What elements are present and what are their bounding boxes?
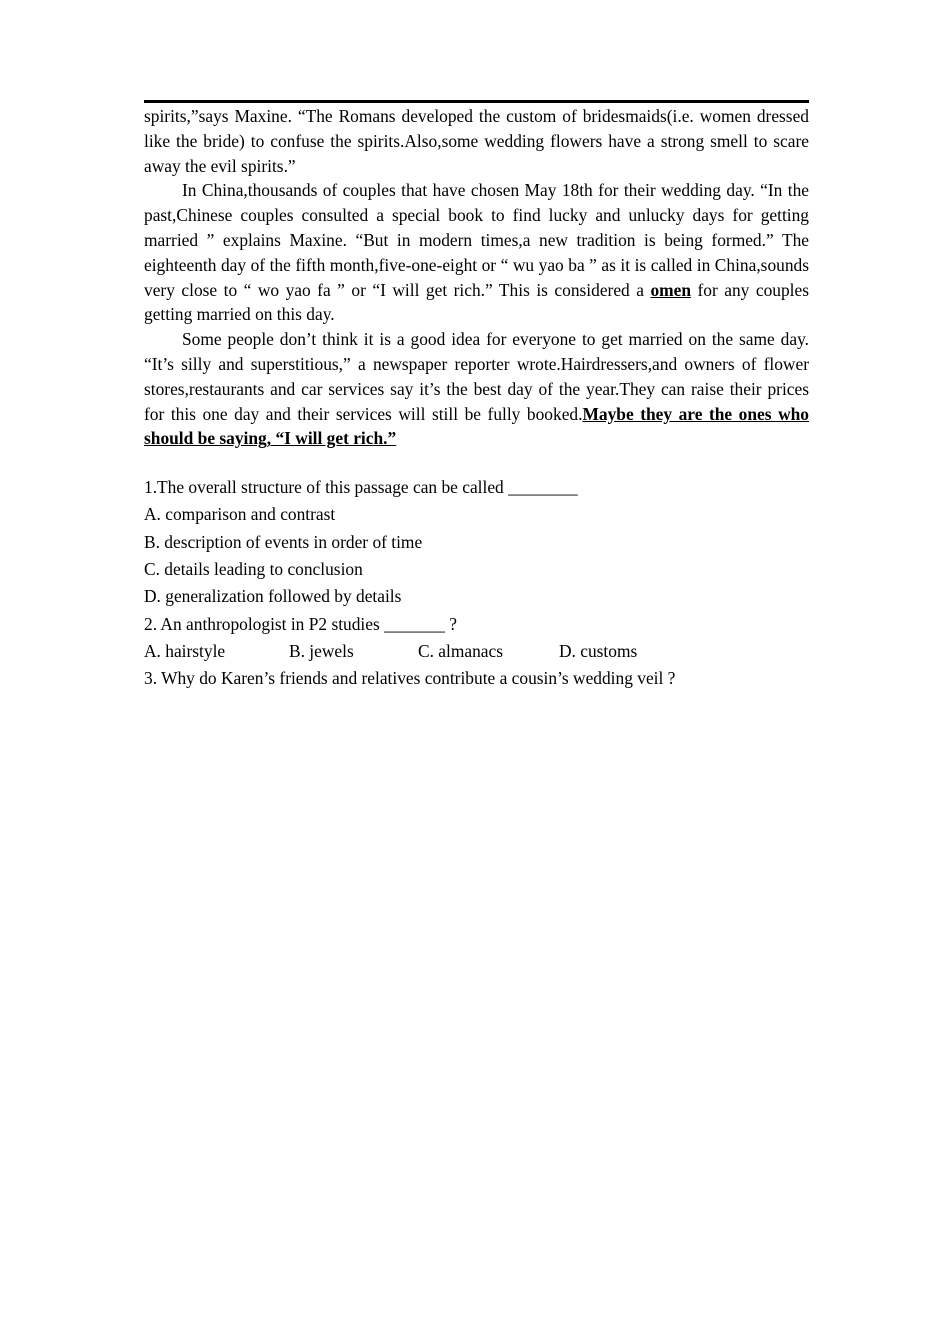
question-2-option-b: B. jewels — [289, 640, 354, 661]
paragraph-2-text-after: for any couples getting married on this day. — [144, 279, 809, 325]
question-1-stem: 1.The overall structure of this passage can be called ________ — [144, 477, 578, 498]
question-3-stem: 3. Why do Karen’s friends and relatives contribute a cousin’s wedding veil ? — [144, 668, 676, 689]
question-1-option-a: A. comparison and contrast — [144, 504, 336, 525]
paragraph-2-text-before: In China,thousands of couples that have chosen May 18th for their wedding day. “In the past,Chinese couples consulted a special book to find lucky and unlucky days for getting married ” explains Maxine. “But in modern times,a new tradition is being formed.” The eighteenth day of the fifth month,five-one-eight or “ wu yao ba ” as it is called in China,sounds very close to “ wo yao fa ” or “I will get rich.” This is considered a — [144, 180, 809, 300]
paragraph-1 — [144, 104, 809, 178]
question-2-option-d: D. customs — [559, 640, 638, 661]
paragraph-3 — [144, 327, 809, 451]
keyword-omen: omen — [650, 279, 692, 300]
questions-section — [144, 474, 809, 692]
document-page — [144, 100, 809, 693]
paragraph-3-text: Some people don’t think it is a good idea for everyone to get married on the same day. “It’s silly and superstitious,” a newspaper reporter wrote.Hairdressers,and owners of flower stores,restaurants and car services say it’s the best day of the year.They can raise their prices for this one day and their services will still be fully booked. — [144, 329, 809, 424]
paragraph-1-text: spirits,”says Maxine. “The Romans developed the custom of bridesmaids(i.e. women dressed like the bride) to confuse the spirits.Also,some wedding flowers have a strong smell to scare away the evil spirits.” — [144, 106, 809, 176]
top-rule — [144, 100, 809, 103]
question-1-option-c: C. details leading to conclusion — [144, 559, 363, 580]
paragraph-2 — [144, 178, 809, 327]
question-2-options — [144, 638, 809, 665]
question-2-stem: 2. An anthropologist in P2 studies _______ ? — [144, 613, 458, 634]
question-2-option-c: C. almanacs — [418, 640, 503, 661]
question-1-option-b: B. description of events in order of time — [144, 531, 423, 552]
highlighted-sentence: Maybe they are the ones who should be saying, “I will get rich.” — [144, 403, 810, 449]
question-1-option-d: D. generalization followed by details — [144, 586, 402, 607]
question-2-option-a: A. hairstyle — [144, 640, 226, 661]
